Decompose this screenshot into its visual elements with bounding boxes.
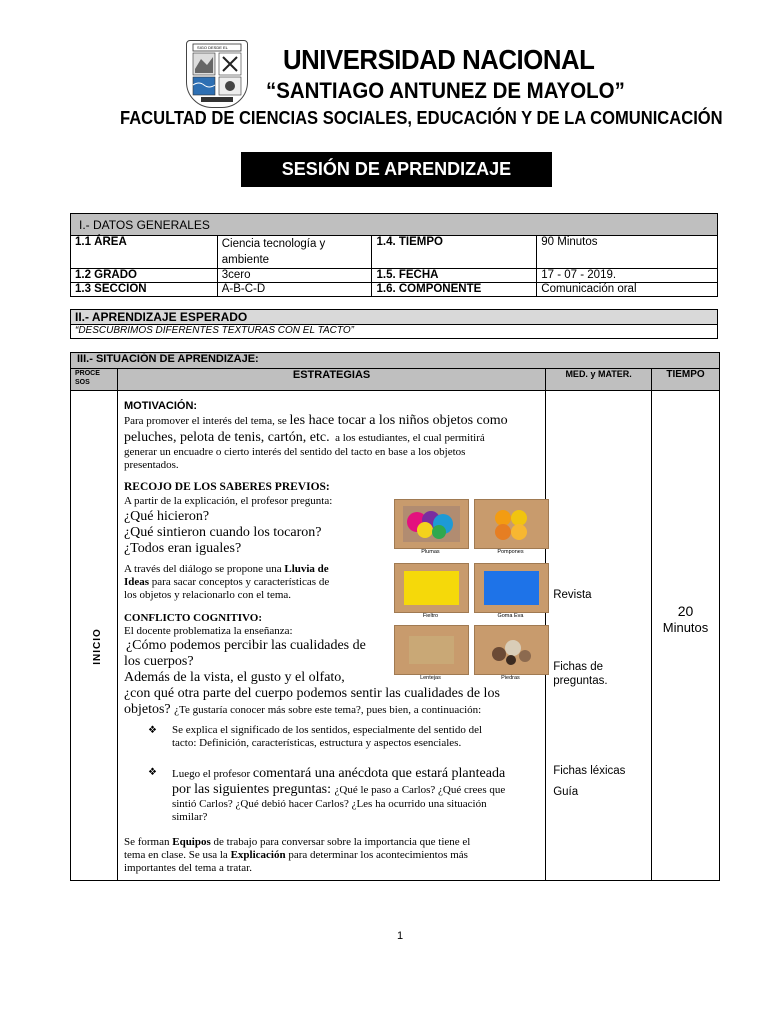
equipos-2a: tema en clase. Se usa la bbox=[123, 849, 231, 861]
equipos-1c: de trabajo para conversar sobre la importancia que tiene el bbox=[210, 836, 471, 848]
bullet2-1a: Luego el profesor bbox=[171, 768, 253, 780]
grado-label: 1.2 GRADO bbox=[71, 269, 218, 283]
seccion-value: A-B-C-D bbox=[217, 283, 372, 297]
lluvia-2b: para sacar conceptos y características de bbox=[149, 576, 330, 588]
componente-value: Comunicación oral bbox=[537, 283, 718, 297]
bullet2-line1 bbox=[172, 766, 505, 782]
question-2: ¿Qué sintieron cuando los tocaron? bbox=[123, 525, 322, 540]
equipos-1a: Se forman bbox=[123, 836, 173, 848]
photo-goma-eva bbox=[474, 563, 549, 613]
bullet2-line3: sintió Carlos? ¿Qué debió hacer Carlos? ¿Les ha ocurrido una situación bbox=[171, 798, 487, 810]
photo-label-6: Piedras bbox=[501, 675, 520, 681]
lluvia-1b: Lluvia de bbox=[284, 563, 329, 575]
material-revista: Revista bbox=[553, 589, 592, 601]
conflicto-q3: Además de la vista, el gusto y el olfato, bbox=[123, 670, 345, 685]
bullet2-2a: por las siguientes preguntas: bbox=[171, 782, 335, 797]
motivacion-1b: les hace tocar a los niños objetos como bbox=[289, 413, 508, 428]
photo-piedras bbox=[474, 625, 549, 675]
motivacion-2a: peluches, pelota de tenis, cartón, etc. bbox=[123, 430, 330, 445]
photo-label-1: Plumas bbox=[421, 549, 440, 555]
equipos-2c: para determinar los acontecimientos más bbox=[285, 849, 468, 861]
datos-generales-table bbox=[70, 213, 718, 297]
photo-pompones bbox=[474, 499, 549, 549]
material-guia: Guía bbox=[553, 786, 579, 798]
col-tiempo: TIEMPO bbox=[652, 369, 720, 391]
bullet1-line2: tacto: Definición, características, estructura y aspectos esenciales. bbox=[171, 737, 462, 749]
area-value: Ciencia tecnología y ambiente bbox=[217, 236, 372, 269]
conflicto-line1: El docente problematiza la enseñanza: bbox=[123, 625, 293, 637]
conflicto-q1: ¿Cómo podemos percibir las cualidades de bbox=[125, 638, 366, 653]
lluvia-line3: los objetos y relacionarlo con el tema. bbox=[123, 589, 292, 601]
photo-plumas bbox=[394, 499, 469, 549]
motivacion-line3: generar un encuadre o cierto interés del sentido del tacto en base a los objetos bbox=[123, 446, 466, 458]
tiempo-value: 90 Minutos bbox=[537, 236, 718, 269]
equipos-2b: Explicación bbox=[230, 849, 286, 861]
conflicto-q5 bbox=[124, 702, 481, 718]
conflicto-title: CONFLICTO COGNITIVO: bbox=[123, 612, 262, 624]
equipos-line1 bbox=[124, 836, 470, 849]
datos-title: I.- DATOS GENERALES bbox=[71, 214, 718, 236]
lluvia-line2 bbox=[124, 576, 329, 589]
fecha-value: 17 - 07 - 2019. bbox=[537, 269, 718, 283]
situacion-aprendizaje-table bbox=[70, 352, 720, 881]
lluvia-2a: Ideas bbox=[123, 576, 150, 588]
lluvia-line1 bbox=[124, 563, 329, 576]
session-title: SESIÓN DE APRENDIZAJE bbox=[281, 159, 512, 179]
bullet1-icon: ❖ bbox=[147, 725, 157, 736]
phase-label: INICIO bbox=[91, 628, 103, 665]
page-number: 1 bbox=[397, 930, 404, 942]
recojo-title: RECOJO DE LOS SABERES PREVIOS: bbox=[123, 481, 330, 493]
session-title-banner bbox=[241, 152, 552, 187]
aprendizaje-esperado-table bbox=[70, 309, 718, 339]
motivacion-line2 bbox=[124, 430, 485, 446]
bullet2-line4: similar? bbox=[171, 811, 208, 823]
university-name: “SANTIAGO ANTUNEZ DE MAYOLO” bbox=[266, 78, 625, 103]
photo-lentejas bbox=[394, 625, 469, 675]
motivacion-title: MOTIVACIÓN: bbox=[123, 400, 198, 412]
question-1: ¿Qué hicieron? bbox=[123, 509, 210, 524]
question-3: ¿Todos eran iguales? bbox=[123, 541, 242, 556]
lluvia-1a: A través del diálogo se propone una bbox=[123, 563, 285, 575]
material-fichas-preguntas: Fichas de preguntas. bbox=[553, 661, 608, 687]
bullet2-1b: comentará una anécdota que estará planteada bbox=[252, 766, 506, 781]
col-estrategias: ESTRATEGIAS bbox=[117, 369, 545, 391]
texture-photos bbox=[382, 491, 552, 681]
recojo-line1: A partir de la explicación, el profesor pregunta: bbox=[123, 495, 333, 507]
motivacion-2b: a los estudiantes, el cual permitirá bbox=[335, 432, 485, 444]
phase-cell bbox=[71, 391, 118, 881]
aprendizaje-text: “DESCUBRIMOS DIFERENTES TEXTURAS CON EL TACTO” bbox=[71, 325, 718, 339]
bullet1-line1: Se explica el significado de los sentidos, especialmente del sentido del bbox=[171, 724, 483, 736]
estrategias-cell bbox=[117, 391, 545, 881]
tiempo-cell bbox=[652, 391, 720, 881]
photo-label-5: Lentejas bbox=[420, 675, 441, 681]
motivacion-1a: Para promover el interés del tema, se bbox=[123, 415, 290, 427]
tiempo-label: 1.4. TIEMPO bbox=[372, 236, 537, 269]
grado-value: 3cero bbox=[217, 269, 372, 283]
situacion-title: III.- SITUACIÓN DE APRENDIZAJE: bbox=[71, 353, 720, 369]
equipos-line2 bbox=[124, 849, 468, 862]
photo-label-3: Fieltro bbox=[422, 613, 439, 619]
conflicto-q5a: objetos? bbox=[123, 702, 175, 717]
tiempo-num: 20 bbox=[677, 603, 694, 619]
col-procesos: PROCE SOS bbox=[71, 369, 118, 391]
col-med-mater: MED. y MATER. bbox=[546, 369, 652, 391]
photo-label-2: Pompones bbox=[497, 549, 524, 555]
motivacion-line1 bbox=[124, 413, 508, 429]
motivacion-line4: presentados. bbox=[123, 459, 179, 471]
componente-label: 1.6. COMPONENTE bbox=[372, 283, 537, 297]
conflicto-q4: ¿con qué otra parte del cuerpo podemos sentir las cualidades de los bbox=[123, 686, 500, 701]
university-logo bbox=[186, 40, 248, 108]
aprendizaje-title: II.- APRENDIZAJE ESPERADO bbox=[71, 310, 718, 325]
conflicto-q2: los cuerpos? bbox=[123, 654, 194, 669]
bullet2-2b: ¿Qué le paso a Carlos? ¿Qué crees que bbox=[334, 784, 506, 796]
conflicto-q5b: ¿Te gustaría conocer más sobre este tema?, pues bien, a continuación: bbox=[174, 704, 482, 716]
photo-fieltro bbox=[394, 563, 469, 613]
area-label: 1.1 ÁREA bbox=[71, 236, 218, 269]
fecha-label: 1.5. FECHA bbox=[372, 269, 537, 283]
bullet2-line2 bbox=[172, 782, 505, 798]
photo-label-4: Goma Eva bbox=[497, 613, 524, 619]
logo-text: SIGO DESDE EL bbox=[197, 45, 228, 50]
seccion-label: 1.3 SECCION bbox=[71, 283, 218, 297]
material-fichas-lexicas: Fichas léxicas bbox=[553, 765, 626, 777]
university-title: UNIVERSIDAD NACIONAL bbox=[283, 44, 595, 75]
equipos-line3: importantes del tema a tratar. bbox=[123, 862, 252, 874]
materiales-cell bbox=[546, 391, 652, 881]
faculty-name: FACULTAD DE CIENCIAS SOCIALES, EDUCACIÓN Y DE LA COMUNICACIÓN bbox=[120, 108, 723, 128]
equipos-1b: Equipos bbox=[172, 836, 211, 848]
tiempo-unit: Minutos bbox=[662, 620, 709, 635]
bullet2-icon: ❖ bbox=[147, 767, 157, 778]
